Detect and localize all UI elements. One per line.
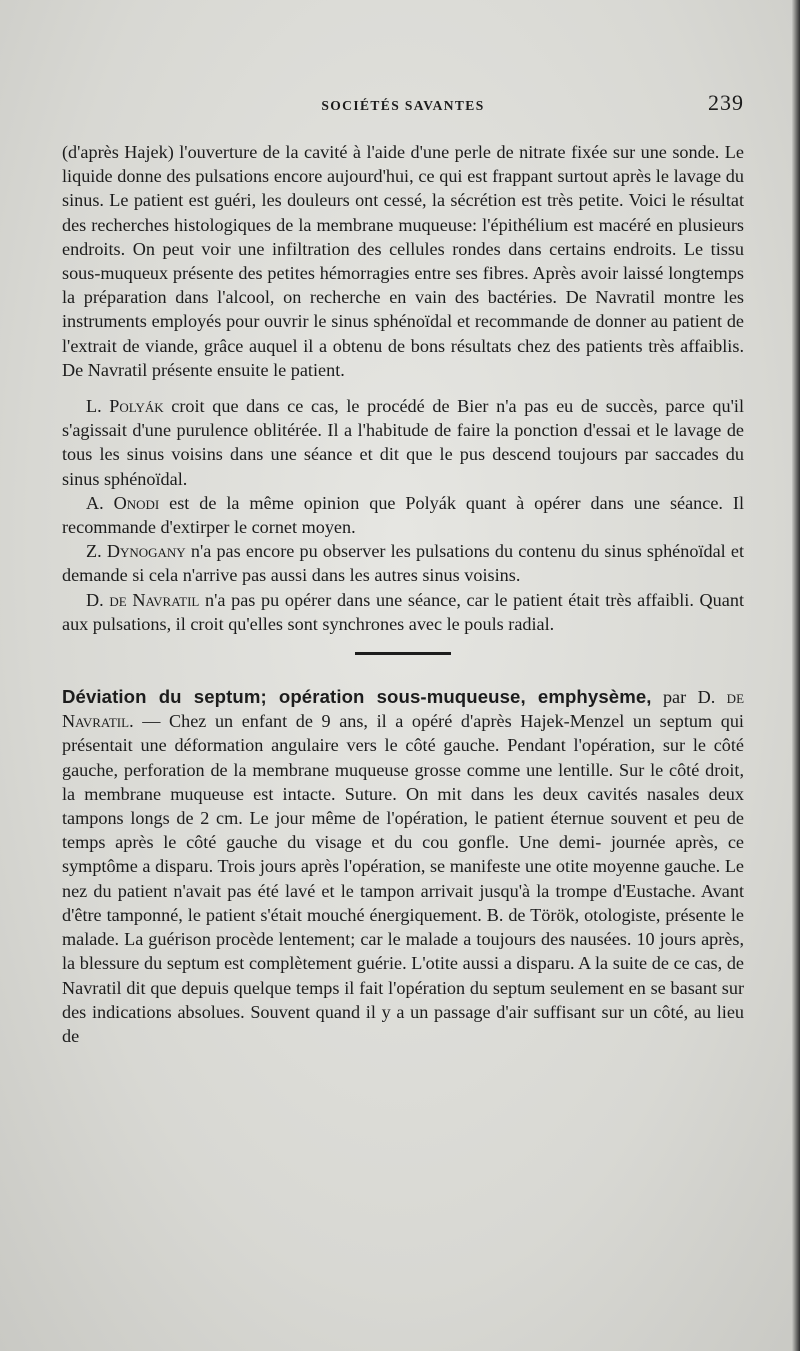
paragraph-onodi (62, 491, 744, 539)
author-prefix: par (662, 687, 698, 708)
section-text: . — Chez un enfant de 9 ans, il a opéré d'après Hajek-Menzel un septum qui présentait une déformation angulaire vers le côté gauche. Pendant l'opération, sur le côté gauche, perforation de la membrane muqueuse grosse comme une lentille. Sur le côté droit, la membrane muqueuse est intacte. Suture. On mit dans les deux cavités nasales deux tampons longs de 2 cm. Le jour même de l'opération, le patient éternue souvent et peu de temps après le côté gauche du visage et du cou gonfle. Une demi- journée après, ce symptôme a disparu. Trois jours après l'opération, se manifeste une otite moyenne gauche. Le nez du patient n'avait pas été lavé et le tampon arrivait jusqu'à la trompe d'Eustache. Avant d'être tamponné, le patient s'était mouché énergiquement. B. de Török, otologiste, présente le malade. La guérison procède lentement; car le malade a toujours des nausées. 10 jours après, la blessure du septum est complètement guérie. L'otite aussi a disparu. A la suite de ce cas, de Navratil dit que depuis quelque temps il fait l'opération du septum seulement en se basant sur des indications absolues. Souvent quand il y a un passage d'air suffisant sur un côté, au lieu de (62, 711, 744, 1046)
speaker-name: Z. Dynogany (86, 541, 186, 562)
section-septum (62, 685, 744, 1048)
speaker-name: D. de Navratil (86, 589, 200, 610)
section-paragraph (62, 685, 744, 1048)
paragraph-text: croit que dans ce cas, le procédé de Bier n'a pas eu de succès, parce qu'il s'agissait d'une purulence oblitérée. Il a l'habitude de faire la ponction d'essai et le lavage de tous les sinus voisins dans une séance et dit que le pus descend toujours par saccades du sinus sphénoïdal. (62, 396, 744, 489)
paragraph-navratil (62, 588, 744, 636)
paragraph-dynogany (62, 539, 744, 587)
section-title: Déviation du septum; opération sous-muqueuse, emphysème, (62, 686, 652, 708)
paragraph-polyak (62, 394, 744, 491)
page-header (62, 90, 744, 124)
section-author: D. de Navratil (62, 687, 745, 732)
paragraph-continuation: (d'après Hajek) l'ouverture de la cavité à l'aide d'une perle de nitrate fixée sur une sonde. Le liquide donne des pulsations encore aujourd'hui, ce qui est frappant surtout après le lavage du sinus. Le patient est guéri, les douleurs ont cessé, la sécrétion est très petite. Voici le résultat des recherches histologiques de la membrane muqueuse: l'épithélium est macéré en plusieurs endroits. On peut voir une infiltration des cellules rondes dans certains endroits. Le tissu sous-muqueux présente des petites hémorragies entre ses fibres. Après avoir laissé longtemps la préparation dans l'alcool, on recherche en vain des bactéries. De Navratil montre les instruments employés pour ouvrir le sinus sphénoïdal et recommande de donner au patient de l'extrait de viande, grâce auquel il a obtenu de bons résultats chez des patients très affaiblis. De Navratil présente ensuite le patient. (62, 142, 744, 380)
section-divider (355, 652, 451, 655)
page-number: 239 (708, 90, 744, 115)
paragraph-text: n'a pas encore pu observer les pulsations du contenu du sinus sphénoïdal et demande si cela n'arrive pas aussi dans les autres sinus voisins. (62, 541, 745, 586)
paragraph-text: n'a pas pu opérer dans une séance, car le patient était très affaibli. Quant aux pulsations, il croit qu'elles sont synchrones avec le pouls radial. (62, 589, 744, 634)
paragraph-text: est de la même opinion que Polyák quant à opérer dans une séance. Il recommande d'extirper le cornet moyen. (62, 492, 744, 538)
paragraph-gap (62, 382, 744, 394)
page-body (62, 140, 744, 1048)
speaker-name: A. Onodi (86, 492, 160, 513)
running-head: SOCIÉTÉS SAVANTES (321, 98, 485, 113)
page-edge-shadow (792, 0, 800, 1351)
speaker-name: L. Polyák (86, 396, 164, 417)
